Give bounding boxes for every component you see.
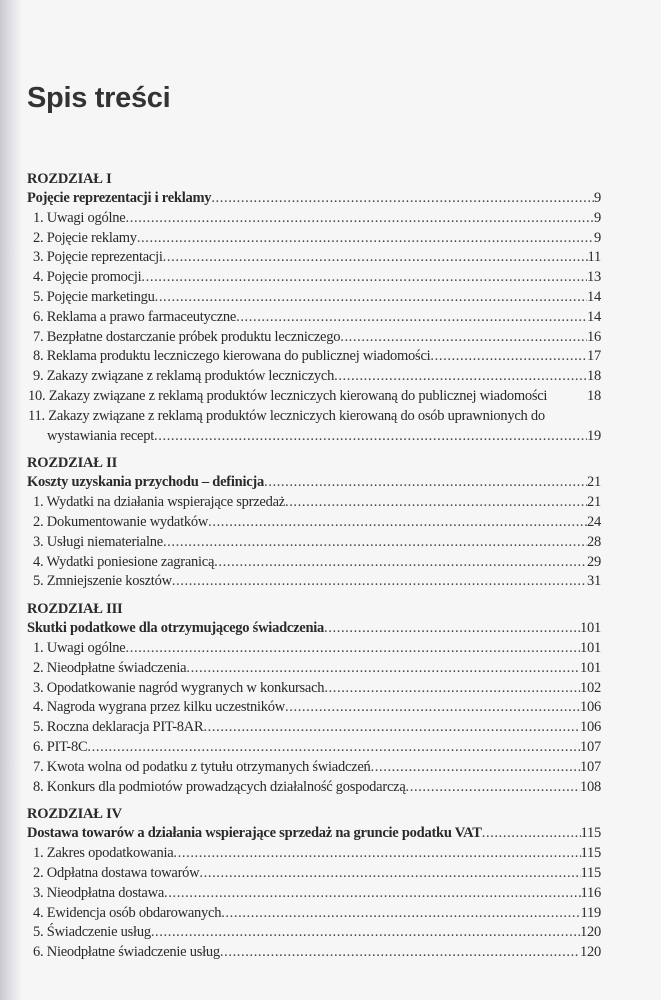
entry-text: Usługi niematerialne: [46, 533, 163, 550]
toc-entry[interactable]: [27, 553, 601, 573]
entry-text: Opodatkowanie nagród wygranych w konkursach: [46, 679, 325, 696]
dot-leader: [164, 884, 581, 904]
chapter-heading-entry[interactable]: [27, 473, 601, 493]
dot-leader: [214, 553, 587, 573]
page-number: 24: [587, 513, 601, 530]
toc-entry[interactable]: [27, 533, 601, 553]
entry-text: Bezpłatne dostarczanie próbek produktu leczniczego: [46, 328, 341, 345]
entry-text: Nagroda wygrana przez kilku uczestników: [46, 699, 286, 716]
chapter-label: ROZDZIAŁ III: [27, 601, 123, 618]
toc-entry[interactable]: [27, 493, 601, 513]
toc-chapter: [27, 169, 601, 446]
page-number: 19: [587, 427, 601, 444]
toc-entry[interactable]: [27, 367, 601, 387]
entry-text: Uwagi ogólne: [46, 639, 126, 656]
toc-entry[interactable]: [27, 387, 601, 407]
dot-leader: [211, 189, 594, 209]
page-number: 101: [580, 620, 601, 637]
dot-leader: [324, 679, 580, 699]
entry-text: Nieodpłatna dostawa: [46, 884, 165, 901]
entry-number: 3.: [33, 679, 44, 696]
entry-number: 5.: [33, 924, 44, 941]
dot-leader: [154, 427, 587, 447]
entry-title: [33, 328, 340, 348]
dot-leader: [324, 619, 580, 639]
toc-entry[interactable]: [27, 248, 601, 268]
toc-entry[interactable]: [27, 679, 601, 699]
entry-title: [33, 778, 406, 798]
entry-number: 5.: [33, 573, 44, 590]
page-number: 107: [580, 758, 601, 775]
entry-number: 1.: [33, 494, 44, 511]
entry-number: 4.: [33, 553, 44, 570]
entry-number: 3.: [33, 884, 44, 901]
entry-title: [33, 923, 151, 943]
page-number: 31: [587, 573, 601, 590]
dot-leader: [137, 229, 594, 249]
entry-text: PIT-8C: [46, 738, 88, 755]
entry-text: Świadczenie usług: [46, 924, 151, 941]
entry-number: 11.: [28, 407, 45, 424]
entry-text-continuation: wystawiania recept: [47, 427, 155, 444]
toc-entry[interactable]: [27, 864, 601, 884]
entry-text: Pojęcie marketingu: [46, 288, 155, 305]
chapter-heading-entry[interactable]: [27, 619, 601, 639]
entry-title: [33, 533, 163, 553]
page-number: 120: [580, 944, 601, 961]
toc-entry[interactable]: [27, 229, 601, 249]
toc-entry[interactable]: [27, 659, 601, 679]
page-number: 9: [594, 229, 601, 246]
entry-number: 10.: [28, 387, 46, 404]
dot-leader: [126, 209, 595, 229]
page-number: 115: [580, 845, 601, 862]
dot-leader: [430, 347, 587, 367]
entry-number: 8.: [33, 778, 44, 795]
dot-leader: [163, 248, 588, 268]
toc-entry[interactable]: [27, 347, 601, 367]
entry-text: Nieodpłatne świadczenia: [46, 659, 187, 676]
entry-title: [33, 738, 87, 758]
toc-entry[interactable]: [27, 513, 601, 533]
entry-title: [28, 407, 601, 427]
page-number: 17: [587, 348, 601, 365]
table-of-contents: [27, 169, 601, 970]
entry-text: Ewidencja osób obdarowanych: [46, 904, 222, 921]
dot-leader: [87, 738, 580, 758]
entry-text: Roczna deklaracja PIT-8AR: [46, 719, 204, 736]
entry-number: 4.: [33, 699, 44, 716]
entry-title: [33, 513, 208, 533]
entry-title: [33, 572, 172, 592]
entry-title: [33, 904, 221, 924]
dot-leader: [482, 824, 581, 844]
dot-leader: [285, 698, 580, 718]
chapter-label: ROZDZIAŁ II: [27, 455, 118, 472]
entry-number: 3.: [33, 249, 44, 266]
dot-leader: [163, 533, 587, 553]
toc-entry[interactable]: [27, 308, 601, 328]
dot-leader: [141, 268, 587, 288]
entry-title: [33, 288, 155, 308]
entry-number: 6.: [33, 738, 44, 755]
toc-entry[interactable]: [27, 268, 601, 288]
entry-number: 4.: [33, 904, 44, 921]
entry-number: 5.: [33, 288, 44, 305]
dot-leader: [126, 639, 581, 659]
entry-title: [33, 659, 186, 679]
dot-leader: [220, 943, 580, 963]
entry-text: Pojęcie reklamy: [46, 229, 137, 246]
entry-number: 2.: [33, 513, 44, 530]
entry-text: Pojęcie promocji: [46, 269, 142, 286]
entry-title: [33, 844, 173, 864]
entry-number: 1.: [33, 845, 44, 862]
entry-number: 4.: [33, 269, 44, 286]
entry-number: 1.: [33, 209, 44, 226]
entry-title: [33, 367, 334, 387]
entry-text: Zakazy związane z reklamą produktów leczniczych kierowaną do publicznej wiadomości: [48, 387, 548, 404]
page-number: 14: [587, 308, 601, 325]
toc-chapter: [27, 453, 601, 592]
toc-entry-continuation[interactable]: [27, 427, 601, 447]
entry-text: Dokumentowanie wydatków: [46, 513, 209, 530]
entry-text: Reklama a prawo farmaceutyczne: [46, 308, 237, 325]
entry-title: [33, 864, 199, 884]
toc-entry[interactable]: [27, 407, 601, 427]
toc-entry[interactable]: [27, 209, 601, 229]
toc-entry[interactable]: [27, 884, 601, 904]
entry-text: Zakres opodatkowania: [46, 845, 174, 862]
page-number: 106: [580, 699, 601, 716]
page-number: 101: [580, 639, 601, 656]
entry-title: [33, 679, 324, 699]
toc-entry[interactable]: [27, 738, 601, 758]
dot-leader: [203, 718, 580, 738]
toc-entry[interactable]: [27, 904, 601, 924]
dot-leader: [221, 904, 580, 924]
page-number: 120: [580, 924, 601, 941]
entry-title: [33, 229, 137, 249]
entry-title: [33, 884, 164, 904]
chapter-label: ROZDZIAŁ IV: [27, 806, 122, 823]
dot-leader: [172, 572, 587, 592]
entry-number: 5.: [33, 719, 44, 736]
dot-leader: [264, 473, 587, 493]
dot-leader: [334, 367, 587, 387]
entry-title: [33, 758, 371, 778]
entry-text: Zakazy związane z reklamą produktów leczniczych: [46, 368, 335, 385]
chapter-label: ROZDZIAŁ I: [27, 171, 112, 187]
chapter-heading-title: Pojęcie reprezentacji i reklamy: [27, 190, 212, 206]
entry-title: [33, 493, 285, 513]
dot-leader: [285, 493, 587, 513]
entry-text: Zmniejszenie kosztów: [46, 573, 172, 590]
entry-title: [28, 387, 583, 407]
entry-title: [33, 308, 236, 328]
page-number: 14: [587, 288, 601, 305]
page-number: 102: [580, 679, 601, 696]
entry-number: 6.: [33, 944, 44, 961]
entry-title: [33, 268, 141, 288]
entry-title: [33, 553, 214, 573]
page-number: 116: [580, 884, 601, 901]
dot-leader: [236, 308, 587, 328]
entry-title: [33, 698, 285, 718]
toc-chapter: [27, 804, 601, 963]
dot-leader: [406, 778, 580, 798]
page-number: 18: [587, 368, 601, 385]
dot-leader: [173, 844, 580, 864]
page-number: 101: [580, 659, 601, 676]
entry-text: Kwota wolna od podatku z tytułu otrzymanych świadczeń: [46, 758, 371, 775]
entry-text: Reklama produktu leczniczego kierowana do publicznej wiadomości: [46, 348, 431, 365]
page-number: 13: [587, 269, 601, 286]
toc-entry[interactable]: [27, 923, 601, 943]
toc-entry[interactable]: [27, 718, 601, 738]
entry-text: Wydatki poniesione zagranicą: [46, 553, 215, 570]
entry-number: 3.: [33, 533, 44, 550]
page-title: Spis treści: [27, 82, 171, 114]
entry-title: [33, 943, 220, 963]
page-number: 108: [580, 778, 601, 795]
entry-number: 9.: [33, 368, 44, 385]
entry-text: Wydatki na działania wspierające sprzedaż: [46, 494, 285, 511]
book-binding-shadow: [0, 0, 22, 1000]
page-number: 106: [580, 719, 601, 736]
entry-title: [33, 248, 163, 268]
toc-entry[interactable]: [27, 844, 601, 864]
page-number: 115: [580, 864, 601, 881]
entry-text: Konkurs dla podmiotów prowadzących działalność gospodarczą: [46, 778, 406, 795]
page-number: 29: [587, 553, 601, 570]
chapter-heading-title: Koszty uzyskania przychodu – definicja: [27, 474, 265, 491]
page-number: 18: [587, 387, 601, 404]
page-number: 9: [594, 190, 601, 206]
entry-number: 2.: [33, 864, 44, 881]
entry-number: 7.: [33, 758, 44, 775]
page-number: 16: [587, 328, 601, 345]
page-number: 115: [580, 825, 601, 842]
entry-number: 1.: [33, 639, 44, 656]
dot-leader: [371, 758, 580, 778]
dot-leader: [340, 328, 587, 348]
page-number: 11: [587, 249, 601, 266]
entry-text: Zakazy związane z reklamą produktów leczniczych kierowaną do osób uprawnionych do: [48, 407, 545, 424]
page-number: 21: [587, 494, 601, 511]
entry-number: 2.: [33, 229, 44, 246]
toc-entry[interactable]: [27, 572, 601, 592]
toc-entry[interactable]: [27, 943, 601, 963]
page-number: 107: [580, 738, 601, 755]
dot-leader: [199, 864, 580, 884]
chapter-heading-entry[interactable]: [27, 189, 601, 209]
entry-text: Odpłatna dostawa towarów: [46, 864, 200, 881]
dot-leader: [186, 659, 580, 679]
dot-leader: [208, 513, 587, 533]
toc-entry[interactable]: [27, 288, 601, 308]
toc-entry[interactable]: [27, 639, 601, 659]
entry-text: Pojęcie reprezentacji: [46, 249, 163, 266]
entry-number: 8.: [33, 348, 44, 365]
page-number: 119: [580, 904, 601, 921]
page-number: 9: [594, 209, 601, 226]
entry-text: Uwagi ogólne: [46, 209, 126, 226]
entry-title: [33, 209, 126, 229]
page-number: 21: [587, 474, 601, 491]
dot-leader: [155, 288, 587, 308]
page-number: 28: [587, 533, 601, 550]
entry-number: 6.: [33, 308, 44, 325]
chapter-heading-title: Dostawa towarów a działania wspierające sprzedaż na gruncie podatku VAT: [27, 825, 482, 842]
entry-number: 2.: [33, 659, 44, 676]
entry-text: Nieodpłatne świadczenie usług: [46, 944, 220, 961]
entry-title: [33, 347, 430, 367]
entry-number: 7.: [33, 328, 44, 345]
toc-entry[interactable]: [27, 758, 601, 778]
chapter-heading-title: Skutki podatkowe dla otrzymującego świadczenia: [27, 620, 325, 637]
toc-chapter: [27, 599, 601, 797]
toc-entry[interactable]: [27, 778, 601, 798]
chapter-heading-entry[interactable]: [27, 824, 601, 844]
toc-entry[interactable]: [27, 328, 601, 348]
entry-title: [33, 718, 203, 738]
toc-entry[interactable]: [27, 698, 601, 718]
dot-leader: [151, 923, 580, 943]
entry-title: [33, 639, 126, 659]
